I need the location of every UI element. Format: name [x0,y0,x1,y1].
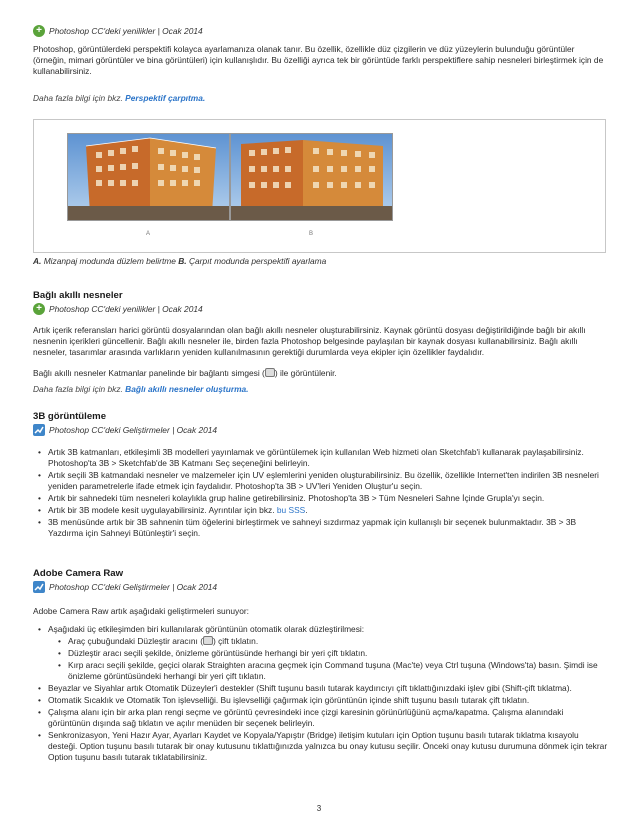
link-icon-text-before: Bağlı akıllı nesneler Katmanlar panelinde bir bağlantı simgesi ( [33,368,265,378]
camera-raw-intro: Adobe Camera Raw artık aşağıdaki geliştirmeleri sunuyor: [33,606,249,616]
create-linked-smart-objects-link[interactable]: Bağlı akıllı nesneler oluşturma. [125,384,249,394]
list-item-end: . [305,505,308,515]
whats-new-tag [33,25,203,37]
caption-a-text: Mizanpaj modunda düzlem belirtme [43,256,176,266]
sub-item-text-before: Araç çubuğundaki Düzleştir aracını ( [68,636,203,646]
list-item: • Artık seçili 3B katmandaki nesneler ve malzemeler için UV eşlemlerini yeniden oluşturabilirsiniz. Bu özellik, özellikle Internet'ten indirilen 3B nesneleri yeniden parametrelerle ifade etmek için faydalıdır. Photoshop'ta 3B > UV'leri Yeniden Oluştur'u seçin. [38,470,608,492]
tag-label: Photoshop CC'deki yenilikler | Ocak 2014 [49,303,203,314]
linked-smart-objects-paragraph: Artık içerik referansları harici görüntü dosyalarından olan bağlı akıllı nesneler oluşturabilirsiniz. Kaynak görüntü dosyası değiştirildiğinde bağlı bir akıllı nesnenin içerikleri güncellenir. Bağlı akıllı nesneler ile, birden fazla Photoshop belgesinde paylaşılan bir kaynak dosyası kullanabilirsiniz. Bağlı akıllı nesneler, tasarımlar arasında varlıkların yeniden kullanılmasının gerektiği durumlarda veya ekipler için özellikler faydalıdır. [33,325,586,357]
more-info-prefix: Daha fazla bilgi için bkz. [33,93,123,103]
perspective-warp-link[interactable]: Perspektif çarpıtma. [125,93,206,103]
list-item [38,624,608,682]
camera-raw-heading: Adobe Camera Raw [33,568,124,579]
camera-raw-list [38,624,608,764]
link-icon [265,368,275,377]
caption-a-letter: A. [33,256,42,266]
sub-list-item: • Kırp aracı seçili şekilde, geçici olarak Straighten aracına geçmek için Command tuşuna (Mac'te) veya Ctrl tuşuna (Windows'ta) basın. Şimdi ise önizleme görüntüsündeki herhangi bir yeri çift tıklatın. [48,660,608,682]
figure-caption [33,256,326,267]
list-item [38,505,608,516]
page-number: 3 [316,804,322,813]
list-item: • Artık 3B katmanları, etkileşimli 3B modelleri yayınlamak ve görüntülemek için kullanılan Web hizmeti olan Sketchfab'i kullanarak paylaşabilirsiniz. Photoshop'ta 3B > Sketchfab'de 3B Katmanı Seç seçeneğini belirleyin. [38,447,608,469]
perspective-figure [33,119,606,253]
list-item-text: Artık bir 3B modele kesit uygulayabilirsiniz. Ayrıntılar için bkz. [48,505,275,515]
sub-list [48,636,608,682]
more-info-line [33,384,249,395]
linked-smart-objects-heading: Bağlı akıllı nesneler [33,290,123,301]
3d-imaging-heading: 3B görüntüleme [33,411,107,422]
list-item: • Beyazlar ve Siyahlar artık Otomatik Düzeyler'i destekler (Shift tuşunu basılı tutarak kaydırıcıyı çift tıklattığınızdaki işlev gibi (Shift-çift tıklatma). [38,683,608,694]
chart-trend-icon [33,424,45,436]
figure-label-a: A [146,231,151,237]
perspective-paragraph: Photoshop, görüntülerdeki perspektifi kolayca ayarlamanıza olanak tanır. Bu özellik, özellikle düz çizgilerin ve düz yüzeylerin bulunduğu görüntüler (örneğin, mimari görüntüler ve bina görüntüleri) için kullanışlıdır. Bu özelliği ayrıca tek bir görüntüde farklı perspektiflere sahip nesneleri birleştirmek için de kullanabilirsiniz. [33,44,604,76]
sub-list-item: • Düzleştir aracı seçili şekilde, önizleme görüntüsünde herhangi bir yeri çift tıklatın. [48,648,608,659]
list-item: • Çalışma alanı için bir arka plan rengi seçme ve görüntü çevresindeki ince çizgi karesinin görünürlüğünü açma/kapatma. Çalışma alanındaki görüntünün dışında sağ tıklatın ve açılır menüden bir seçenek belirleyin. [38,707,608,729]
list-item: • 3B menüsünde artık bir 3B sahnenin tüm öğelerini birleştirmek ve sahneyi sızdırmaz yapmak için kullanışlı bir seçenek bulunmaktadır. 3B > 3B Yazdırma için Sahneyi Bütünleştir'i seçin. [38,517,608,539]
sub-list-item [48,636,608,647]
caption-b-text: Çarpıt modunda perspektifi ayarlama [188,256,327,266]
list-item: • Otomatik Sıcaklık ve Otomatik Ton işlevselliği. Bu işlevselliği çağırmak için görüntünün içinde shift tuşunu basılı tutarak çift tıklatın. [38,695,608,706]
sub-item-text-after: ) çift tıklatın. [213,636,259,646]
building-photo-a [67,133,230,221]
link-icon-text-after: ) ile görüntülenir. [274,368,337,378]
enhancements-tag [33,424,217,436]
whats-new-tag [33,303,203,315]
tag-label: Photoshop CC'deki yenilikler | Ocak 2014 [49,25,203,36]
more-info-line [33,93,205,104]
faq-link[interactable]: bu SSS [276,505,306,515]
figure-label-b: B [309,231,314,237]
tag-label: Photoshop CC'deki Geliştirmeler | Ocak 2014 [49,581,218,592]
link-icon-paragraph [33,368,608,379]
list-item-text: Aşağıdaki üç etkileşimden biri kullanılarak görüntünün otomatik olarak düzleştirilmesi: [48,624,365,634]
chart-trend-icon [33,581,45,593]
building-photo-b [230,133,393,221]
3d-features-list [38,447,608,540]
tag-label: Photoshop CC'deki Geliştirmeler | Ocak 2014 [49,424,218,435]
straighten-tool-icon [203,636,213,645]
list-item: • Artık bir sahnedeki tüm nesneleri kolaylıkla grup haline getirebilirsiniz. Photoshop'ta 3B > Tüm Nesneleri Sahne İçinde Grupla'yı seçin. [38,493,608,504]
list-item: • Senkronizasyon, Yeni Hazır Ayar, Ayarları Kaydet ve Kopyala/Yapıştır (Bridge) iletişim kutuları için Option tuşunu basılı tutarak tıklatma kısayolu desteği. Option tuşunu basılı tutarak bir onay kutusunu tıklattığınızda yalnızca bu onay kutusu seçilir. Önceki onay kutusu durumuna dönmek için tekrar Option tuşunu basılı tutarak tıklatabilirsiniz. [38,730,608,763]
caption-b-letter: B. [178,256,187,266]
more-info-prefix: Daha fazla bilgi için bkz. [33,384,123,394]
plus-icon: + [33,25,45,37]
plus-icon: + [33,303,45,315]
enhancements-tag [33,581,217,593]
